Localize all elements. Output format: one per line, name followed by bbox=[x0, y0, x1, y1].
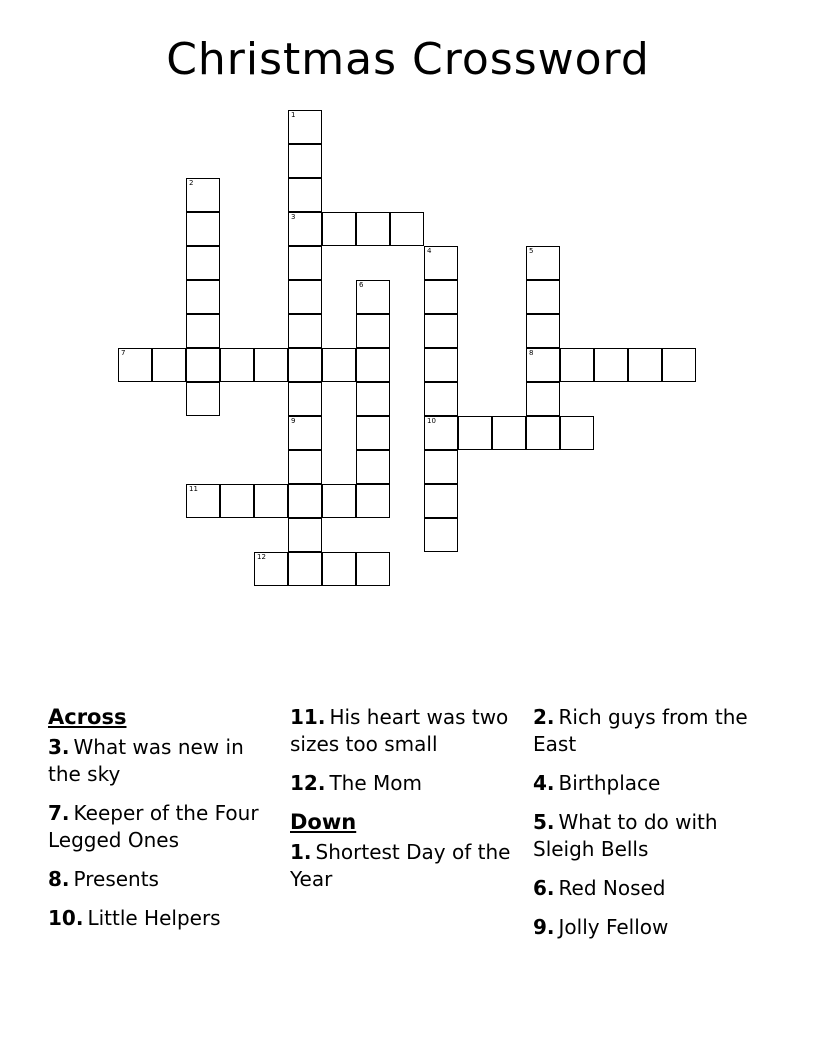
crossword-cell[interactable] bbox=[356, 212, 390, 246]
clue-number: 12. bbox=[290, 771, 326, 795]
cell-number: 12 bbox=[257, 553, 266, 561]
clue-down-1 bbox=[290, 839, 525, 893]
crossword-cell[interactable] bbox=[186, 212, 220, 246]
crossword-cell[interactable] bbox=[288, 178, 322, 212]
cell-number: 3 bbox=[291, 213, 296, 221]
clue-text: Little Helpers bbox=[87, 906, 221, 930]
clue-down-5 bbox=[533, 809, 763, 863]
crossword-cell[interactable] bbox=[186, 246, 220, 280]
crossword-cell[interactable] bbox=[424, 518, 458, 552]
crossword-cell[interactable] bbox=[356, 484, 390, 518]
crossword-cell[interactable] bbox=[526, 280, 560, 314]
clue-number: 1. bbox=[290, 840, 312, 864]
crossword-cell[interactable] bbox=[288, 212, 322, 246]
crossword-cell[interactable] bbox=[526, 416, 560, 450]
clue-text: Red Nosed bbox=[558, 876, 666, 900]
crossword-cell[interactable] bbox=[288, 280, 322, 314]
clue-text: The Mom bbox=[329, 771, 422, 795]
across-heading: Across bbox=[48, 705, 127, 729]
crossword-cell[interactable] bbox=[458, 416, 492, 450]
crossword-cell[interactable] bbox=[356, 382, 390, 416]
clue-down-2 bbox=[533, 704, 763, 758]
cell-number: 5 bbox=[529, 247, 534, 255]
crossword-cell[interactable] bbox=[424, 484, 458, 518]
crossword-cell[interactable] bbox=[424, 280, 458, 314]
crossword-cell[interactable] bbox=[186, 314, 220, 348]
crossword-cell[interactable] bbox=[526, 246, 560, 280]
clue-across-12 bbox=[290, 770, 525, 797]
clue-down-6 bbox=[533, 875, 763, 902]
clue-text: Keeper of the Four Legged Ones bbox=[48, 801, 259, 852]
crossword-cell[interactable] bbox=[288, 144, 322, 178]
clue-number: 4. bbox=[533, 771, 555, 795]
cell-number: 9 bbox=[291, 417, 296, 425]
crossword-cell[interactable] bbox=[424, 314, 458, 348]
crossword-cell[interactable] bbox=[288, 484, 322, 518]
clue-number: 8. bbox=[48, 867, 70, 891]
crossword-cell[interactable] bbox=[424, 348, 458, 382]
crossword-cell[interactable] bbox=[254, 348, 288, 382]
crossword-cell[interactable] bbox=[152, 348, 186, 382]
crossword-cell[interactable] bbox=[186, 178, 220, 212]
clue-number: 9. bbox=[533, 915, 555, 939]
crossword-cell[interactable] bbox=[186, 348, 220, 382]
clue-text: Birthplace bbox=[558, 771, 661, 795]
clue-number: 11. bbox=[290, 705, 326, 729]
clue-number: 5. bbox=[533, 810, 555, 834]
cell-number: 10 bbox=[427, 417, 436, 425]
cell-number: 1 bbox=[291, 111, 296, 119]
cell-number: 2 bbox=[189, 179, 194, 187]
clue-text: Presents bbox=[73, 867, 159, 891]
crossword-cell[interactable] bbox=[356, 450, 390, 484]
crossword-cell[interactable] bbox=[288, 382, 322, 416]
crossword-cell[interactable] bbox=[424, 382, 458, 416]
crossword-cell[interactable] bbox=[288, 110, 322, 144]
crossword-cell[interactable] bbox=[322, 212, 356, 246]
crossword-cell[interactable] bbox=[424, 416, 458, 450]
clue-column-1 bbox=[48, 704, 273, 944]
clue-text: What to do with Sleigh Bells bbox=[533, 810, 718, 861]
clue-number: 6. bbox=[533, 876, 555, 900]
crossword-cell[interactable] bbox=[594, 348, 628, 382]
crossword-cell[interactable] bbox=[322, 484, 356, 518]
crossword-cell[interactable] bbox=[356, 552, 390, 586]
down-heading: Down bbox=[290, 810, 357, 834]
crossword-cell[interactable] bbox=[356, 314, 390, 348]
crossword-cell[interactable] bbox=[186, 280, 220, 314]
crossword-cell[interactable] bbox=[288, 246, 322, 280]
clue-number: 7. bbox=[48, 801, 70, 825]
clue-across-8 bbox=[48, 866, 273, 893]
crossword-cell[interactable] bbox=[254, 484, 288, 518]
clue-across-7 bbox=[48, 800, 273, 854]
cell-number: 6 bbox=[359, 281, 364, 289]
crossword-cell[interactable] bbox=[560, 348, 594, 382]
crossword-cell[interactable] bbox=[356, 280, 390, 314]
crossword-cell[interactable] bbox=[662, 348, 696, 382]
crossword-cell[interactable] bbox=[492, 416, 526, 450]
crossword-cell[interactable] bbox=[526, 348, 560, 382]
crossword-cell[interactable] bbox=[186, 382, 220, 416]
cell-number: 7 bbox=[121, 349, 126, 357]
crossword-cell[interactable] bbox=[288, 348, 322, 382]
crossword-cell[interactable] bbox=[526, 382, 560, 416]
clue-text: His heart was two sizes too small bbox=[290, 705, 509, 756]
clue-text: Shortest Day of the Year bbox=[290, 840, 511, 891]
crossword-cell[interactable] bbox=[526, 314, 560, 348]
cell-number: 11 bbox=[189, 485, 198, 493]
clue-down-9 bbox=[533, 914, 763, 941]
crossword-cell[interactable] bbox=[424, 246, 458, 280]
crossword-cell[interactable] bbox=[560, 416, 594, 450]
clue-column-2 bbox=[290, 704, 525, 905]
crossword-cell[interactable] bbox=[288, 450, 322, 484]
crossword-cell[interactable] bbox=[220, 348, 254, 382]
clue-across-3 bbox=[48, 734, 273, 788]
clue-text: Jolly Fellow bbox=[558, 915, 669, 939]
cell-number: 4 bbox=[427, 247, 432, 255]
crossword-cell[interactable] bbox=[254, 552, 288, 586]
clue-number: 2. bbox=[533, 705, 555, 729]
crossword-cell[interactable] bbox=[288, 552, 322, 586]
cell-number: 8 bbox=[529, 349, 534, 357]
clue-across-11 bbox=[290, 704, 525, 758]
crossword-cell[interactable] bbox=[118, 348, 152, 382]
crossword-cell[interactable] bbox=[288, 518, 322, 552]
clue-number: 10. bbox=[48, 906, 84, 930]
page-title: Christmas Crossword bbox=[166, 34, 650, 85]
clue-down-4 bbox=[533, 770, 763, 797]
crossword-cell[interactable] bbox=[288, 416, 322, 450]
clue-column-3 bbox=[533, 704, 763, 953]
crossword-cell[interactable] bbox=[322, 552, 356, 586]
crossword-cell[interactable] bbox=[322, 348, 356, 382]
crossword-cell[interactable] bbox=[356, 348, 390, 382]
crossword-cell[interactable] bbox=[424, 450, 458, 484]
crossword-cell[interactable] bbox=[390, 212, 424, 246]
crossword-cell[interactable] bbox=[628, 348, 662, 382]
crossword-cell[interactable] bbox=[220, 484, 254, 518]
clue-across-10 bbox=[48, 905, 273, 932]
crossword-cell[interactable] bbox=[356, 416, 390, 450]
clue-text: Rich guys from the East bbox=[533, 705, 748, 756]
clue-number: 3. bbox=[48, 735, 70, 759]
clue-text: What was new in the sky bbox=[48, 735, 244, 786]
crossword-cell[interactable] bbox=[288, 314, 322, 348]
crossword-cell[interactable] bbox=[186, 484, 220, 518]
